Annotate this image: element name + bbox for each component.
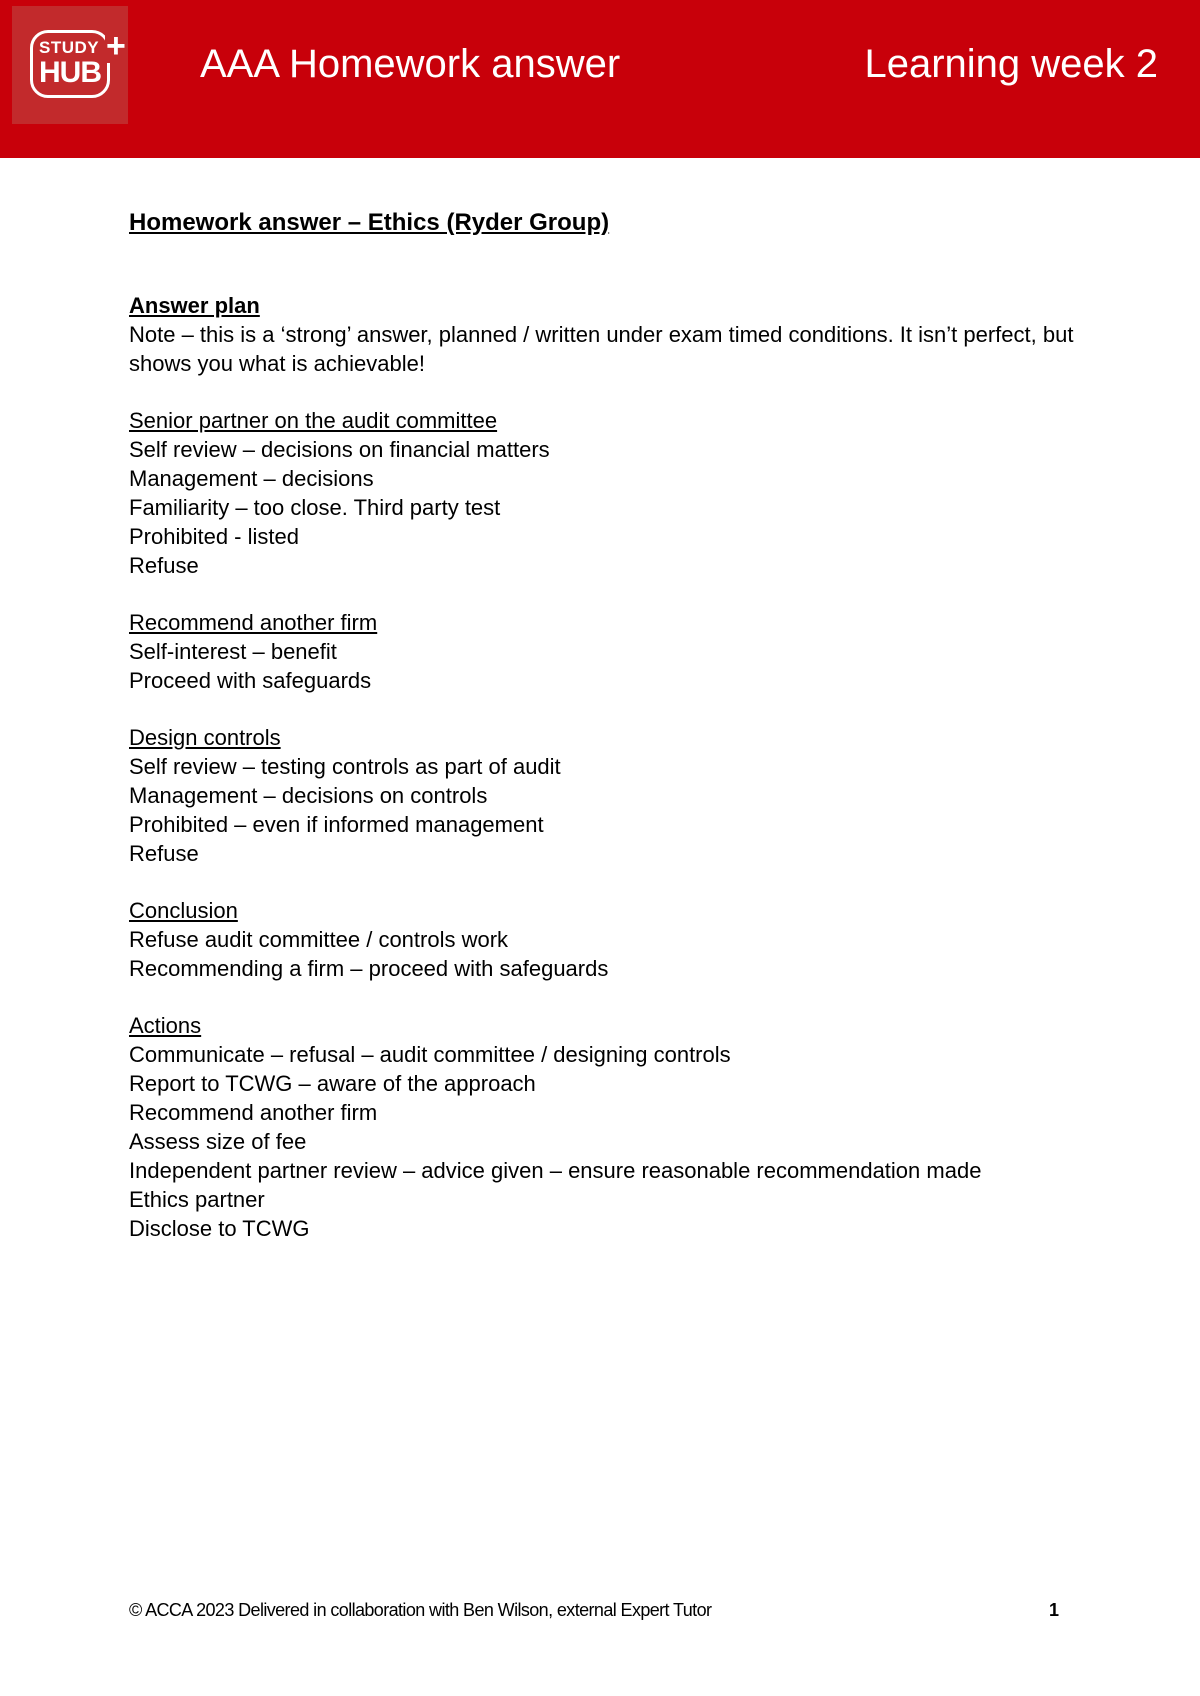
section-line: Self review – testing controls as part of audit	[129, 754, 561, 779]
logo-text-hub: HUB	[39, 56, 101, 89]
page-footer	[129, 1600, 1059, 1621]
section-line: Self review – decisions on financial matters	[129, 437, 550, 462]
document-body	[129, 207, 1089, 1243]
section-line: Familiarity – too close. Third party test	[129, 495, 501, 520]
section-line: Communicate – refusal – audit committee / designing controls	[129, 1042, 731, 1067]
answer-section	[129, 406, 1089, 580]
header-week-label: Learning week 2	[864, 42, 1158, 86]
answer-sections	[129, 406, 1089, 1243]
page-header	[0, 0, 1200, 158]
section-line: Assess size of fee	[129, 1129, 307, 1154]
footer-copyright: © ACCA 2023 Delivered in collaboration with Ben Wilson, external Expert Tutor	[129, 1600, 712, 1620]
header-title: AAA Homework answer	[200, 42, 621, 86]
section-heading: Design controls	[129, 725, 281, 750]
document-title: Homework answer – Ethics (Ryder Group)	[129, 209, 610, 236]
section-heading: Recommend another firm	[129, 610, 378, 635]
section-line: Recommend another firm	[129, 1100, 378, 1125]
answer-section	[129, 1011, 1089, 1243]
answer-plan-heading: Answer plan	[129, 293, 260, 318]
section-line: Management – decisions	[129, 466, 374, 491]
answer-section	[129, 723, 1089, 868]
section-heading: Senior partner on the audit committee	[129, 408, 498, 433]
section-heading: Actions	[129, 1013, 202, 1038]
logo-plus-icon: +	[106, 27, 126, 65]
answer-plan-section	[129, 291, 1089, 378]
section-line: Self-interest – benefit	[129, 639, 337, 664]
section-line: Report to TCWG – aware of the approach	[129, 1071, 536, 1096]
section-line: Refuse	[129, 841, 199, 866]
section-line: Proceed with safeguards	[129, 668, 372, 693]
answer-section	[129, 896, 1089, 983]
section-line: Disclose to TCWG	[129, 1216, 310, 1241]
section-line: Independent partner review – advice given – ensure reasonable recommendation made	[129, 1158, 982, 1183]
section-line: Management – decisions on controls	[129, 783, 488, 808]
section-line: Prohibited – even if informed management	[129, 812, 544, 837]
section-line: Recommending a firm – proceed with safeguards	[129, 956, 609, 981]
section-heading: Conclusion	[129, 898, 238, 923]
study-hub-logo	[12, 6, 128, 124]
section-line: Refuse audit committee / controls work	[129, 927, 509, 952]
page-number: 1	[1048, 1600, 1059, 1620]
answer-plan-note: Note – this is a ‘strong’ answer, planned / written under exam timed conditions. It isn’t perfect, but shows you what is achievable!	[129, 322, 1074, 376]
section-line: Prohibited - listed	[129, 524, 299, 549]
section-line: Refuse	[129, 553, 199, 578]
answer-section	[129, 608, 1089, 695]
logo-text-study: STUDY	[39, 38, 100, 57]
logo-mark	[30, 27, 126, 98]
section-line: Ethics partner	[129, 1187, 265, 1212]
